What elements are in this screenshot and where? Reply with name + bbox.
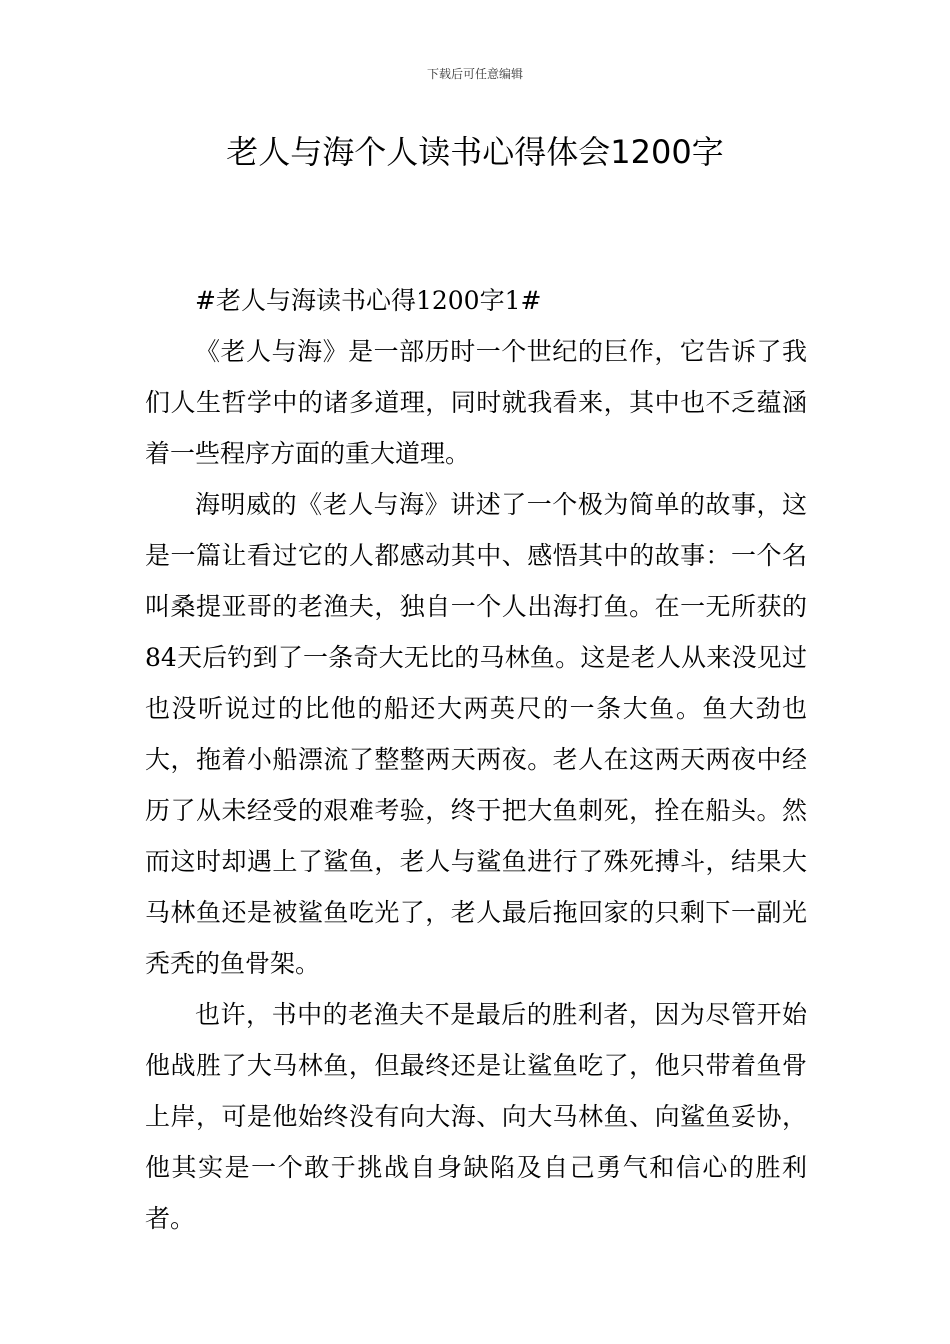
document-title: 老人与海个人读书心得体会1200字 [226, 133, 724, 171]
paragraph: 《老人与海》是一部历时一个世纪的巨作，它告诉了我们人生哲学中的诸多道理，同时就我看来，其中也不乏蕴涵着一些程序方面的重大道理。 [145, 337, 807, 468]
section-heading: #老人与海读书心得1200字1# [195, 286, 542, 315]
paragraph: 也许，书中的老渔夫不是最后的胜利者，因为尽管开始他战胜了大马林鱼，但最终还是让鲨鱼吃了，他只带着鱼骨上岸，可是他始终没有向大海、向大马林鱼、向鲨鱼妥协，他其实是一个敢于挑战自身缺陷及自己勇气和信心的胜利者。 [145, 1000, 807, 1233]
header-note: 下载后可任意编辑 [426, 67, 523, 81]
document-body [145, 275, 807, 1244]
paragraph: 海明威的《老人与海》讲述了一个极为简单的故事，这是一篇让看过它的人都感动其中、感悟其中的故事：一个名叫桑提亚哥的老渔夫，独自一个人出海打鱼。在一无所获的84天后钓到了一条奇大无比的马林鱼。这是老人从来没见过也没听说过的比他的船还大两英尺的一条大鱼。鱼大劲也大，拖着小船漂流了整整两天两夜。老人在这两天两夜中经历了从未经受的艰难考验，终于把大鱼刺死，拴在船头。然而这时却遇上了鲨鱼，老人与鲨鱼进行了殊死搏斗，结果大马林鱼还是被鲨鱼吃光了，老人最后拖回家的只剩下一副光秃秃的鱼骨架。 [145, 490, 807, 978]
